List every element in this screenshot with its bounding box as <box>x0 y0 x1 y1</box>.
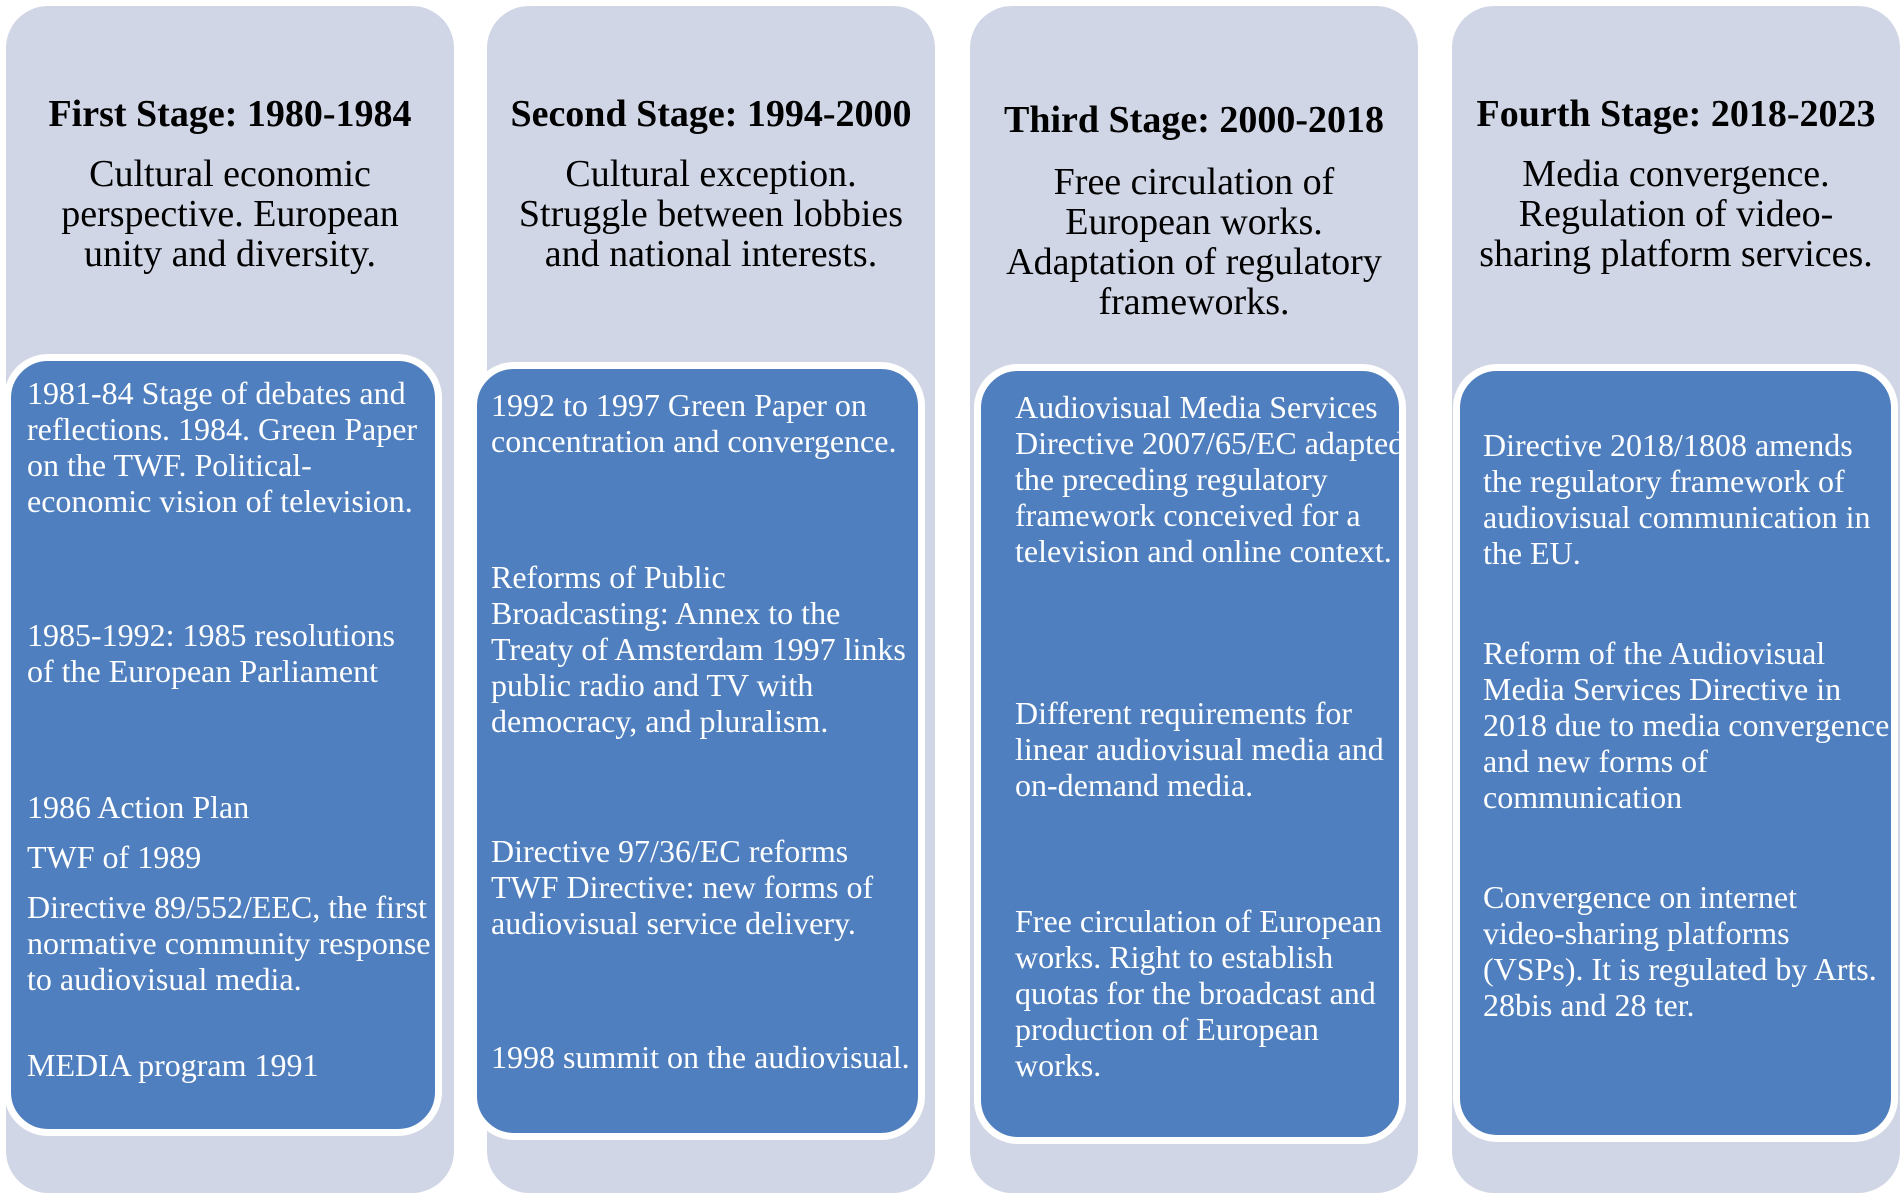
list-item: 1985-1992: 1985 resolutions of the European Parliament <box>27 617 395 689</box>
stage-subtitle: Cultural exception. Struggle between lobbies and national interests. <box>518 153 904 275</box>
list-item: Reform of the Audiovisual Media Services Directive in 2018 due to media convergence and new forms of communication <box>1483 635 1890 815</box>
list-item: TWF of 1989 <box>27 839 202 875</box>
list-item: Directive 2018/1808 amends the regulatory framework of audiovisual communication in the EU. <box>1483 427 1871 571</box>
list-item: 1992 to 1997 Green Paper on concentration and convergence. <box>491 387 897 459</box>
stage-column-4 <box>1452 6 1900 1193</box>
list-item: Convergence on internet video-sharing platforms (VSPs). It is regulated by Arts. 28bis and 28 ter. <box>1483 879 1877 1023</box>
stage-panel <box>1453 364 1898 1142</box>
stage-title: Second Stage: 1994-2000 <box>510 93 912 135</box>
stage-title: Third Stage: 2000-2018 <box>1004 99 1384 141</box>
list-item: 1981-84 Stage of debates and reflections. 1984. Green Paper on the TWF. Political-economic vision of television. <box>27 375 418 519</box>
stage-column-1 <box>6 6 454 1193</box>
stage-column-3 <box>970 6 1418 1193</box>
stage-column-2 <box>487 6 935 1193</box>
list-item: 1986 Action Plan <box>27 789 250 825</box>
stage-panel <box>4 354 442 1136</box>
stage-panel <box>470 362 925 1140</box>
list-item: Reforms of Public Broadcasting: Annex to the Treaty of Amsterdam 1997 links public radio and TV with democracy, and pluralism. <box>491 559 906 739</box>
stage-subtitle: Free circulation of European works. Adaptation of regulatory frameworks. <box>1006 161 1382 323</box>
list-item: MEDIA program 1991 <box>27 1047 319 1083</box>
stage-title: Fourth Stage: 2018-2023 <box>1476 93 1876 135</box>
list-item: Free circulation of European works. Right to establish quotas for the broadcast and production of European works. <box>1015 903 1382 1083</box>
stage-title: First Stage: 1980-1984 <box>48 93 412 135</box>
list-item: 1998 summit on the audiovisual. <box>491 1039 910 1075</box>
stage-panel <box>974 364 1406 1144</box>
list-item: Directive 89/552/EEC, the first normative community response to audiovisual media. <box>27 889 431 997</box>
stage-subtitle: Media convergence. Regulation of video-sharing platform services. <box>1479 153 1873 275</box>
list-item: Different requirements for linear audiovisual media and on-demand media. <box>1015 695 1384 803</box>
stage-subtitle: Cultural economic perspective. European unity and diversity. <box>61 153 399 275</box>
list-item: Audiovisual Media Services Directive 2007/65/EC adapted the preceding regulatory framework conceived for a television and online context. <box>1015 389 1405 569</box>
list-item: Directive 97/36/EC reforms TWF Directive: new forms of audiovisual service delivery. <box>491 833 874 941</box>
